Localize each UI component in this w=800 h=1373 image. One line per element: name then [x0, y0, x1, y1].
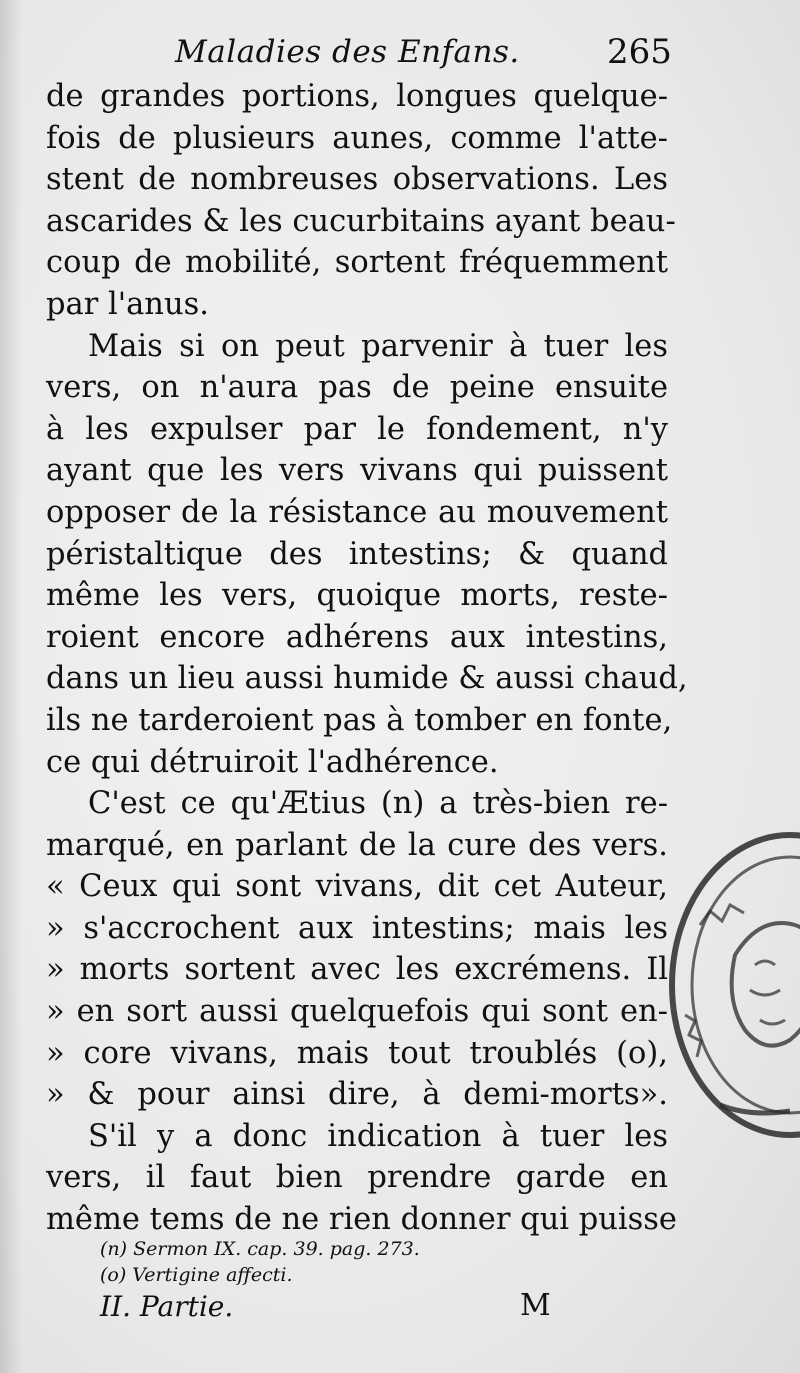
text-line: même tems de ne rien donner qui puisse [46, 1202, 677, 1238]
text-line: dans un lieu aussi humide & aussi chaud, [46, 661, 688, 697]
signature-mark: M [520, 1288, 551, 1323]
page-footer [100, 1290, 570, 1334]
library-seal-stamp-icon [640, 815, 800, 1155]
text-line: de grandes portions, longues quelque- [46, 79, 668, 114]
text-line: » en sort aussi quelquefois qui sont en- [46, 994, 668, 1030]
page-number: 265 [607, 32, 672, 72]
text-line: marqué, en parlant de la cure des vers. [46, 827, 668, 863]
text-line: coup de mobilité, sortent fréquemment [46, 245, 668, 281]
footnote: (n) Sermon IX. cap. 39. pag. 273. [100, 1238, 420, 1260]
text-line: S'il y a donc indication à tuer les [88, 1118, 668, 1154]
text-line: stent de nombreuses observations. Les [46, 162, 668, 198]
footnote: (o) Vertigine affecti. [100, 1264, 293, 1286]
part-label: II. Partie. [100, 1290, 234, 1323]
text-line: Mais si on peut parvenir à tuer les [88, 328, 668, 364]
text-line: à les expulser par le fondement, n'y [46, 411, 668, 447]
text-line: « Ceux qui sont vivans, dit cet Auteur, [46, 869, 668, 905]
text-line: par l'anus. [46, 286, 209, 322]
body-text [46, 76, 688, 1241]
text-line: ascarides & les cucurbitains ayant beau- [46, 203, 676, 239]
text-line: » s'accrochent aux intestins; mais les [46, 910, 668, 946]
text-line: opposer de la résistance au mouvement [46, 494, 668, 530]
text-line: même les vers, quoique morts, reste- [46, 578, 668, 614]
text-line: vers, il faut bien prendre garde en [46, 1160, 668, 1196]
text-line: ce qui détruiroit l'adhérence. [46, 744, 499, 780]
text-line: roient encore adhérens aux intestins, [46, 619, 668, 655]
text-line: » core vivans, mais tout troublés (o), [46, 1035, 668, 1071]
running-title: Maladies des Enfans. [175, 34, 520, 70]
gutter-shadow [0, 0, 22, 1373]
text-line: » & pour ainsi dire, à demi-morts». [46, 1077, 668, 1113]
text-line: péristaltique des intestins; & quand [46, 536, 668, 572]
text-line: » morts sortent avec les excrémens. Il [46, 952, 668, 988]
text-line: ils ne tarderoient pas à tomber en fonte, [46, 702, 673, 738]
text-line: fois de plusieurs aunes, comme l'atte- [46, 120, 668, 156]
text-line: vers, on n'aura pas de peine ensuite [46, 370, 668, 406]
running-head [175, 30, 675, 80]
text-line: ayant que les vers vivans qui puissent [46, 453, 668, 489]
text-line: C'est ce qu'Ætius (n) a très-bien re- [88, 786, 668, 822]
footnotes [100, 1236, 620, 1288]
